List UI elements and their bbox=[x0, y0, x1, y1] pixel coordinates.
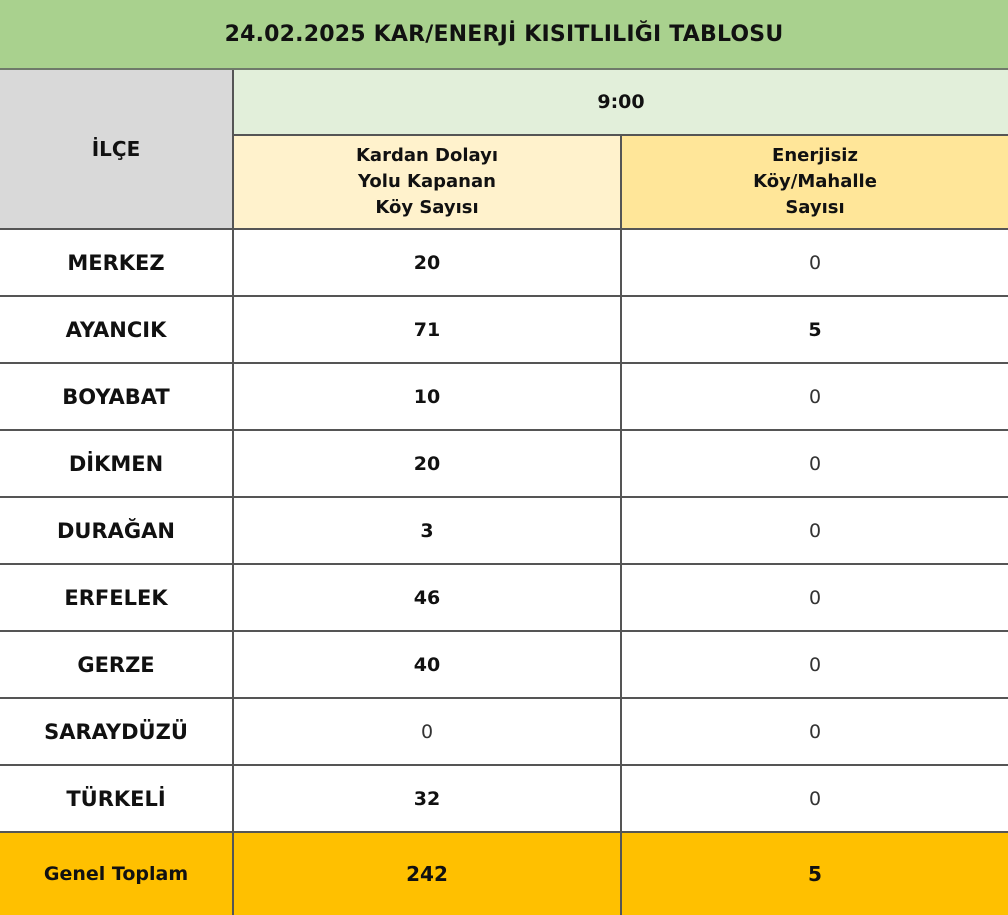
closed-roads-cell: 20 bbox=[234, 431, 622, 498]
district-header: İLÇE bbox=[0, 70, 234, 230]
closed-roads-cell: 40 bbox=[234, 632, 622, 699]
district-cell: SARAYDÜZÜ bbox=[0, 699, 234, 766]
closed-roads-cell: 0 bbox=[234, 699, 622, 766]
table-title: 24.02.2025 KAR/ENERJİ KISITLILIĞI TABLOSU bbox=[0, 0, 1008, 70]
no-power-cell: 0 bbox=[622, 699, 1008, 766]
closed-roads-header-line: Yolu Kapanan bbox=[358, 171, 496, 192]
total-closed-roads: 242 bbox=[234, 833, 622, 915]
district-cell: TÜRKELİ bbox=[0, 766, 234, 833]
no-power-header bbox=[622, 136, 1008, 230]
closed-roads-header-line: Köy Sayısı bbox=[375, 197, 479, 218]
time-header: 9:00 bbox=[234, 70, 1008, 136]
district-cell: ERFELEK bbox=[0, 565, 234, 632]
district-cell: MERKEZ bbox=[0, 230, 234, 297]
closed-roads-header-line: Kardan Dolayı bbox=[355, 145, 499, 166]
no-power-cell: 0 bbox=[622, 230, 1008, 297]
closed-roads-cell: 10 bbox=[234, 364, 622, 431]
district-cell: DURAĞAN bbox=[0, 498, 234, 565]
no-power-cell: 5 bbox=[622, 297, 1008, 364]
total-no-power: 5 bbox=[808, 862, 822, 886]
no-power-cell: 0 bbox=[622, 565, 1008, 632]
closed-roads-cell: 20 bbox=[234, 230, 622, 297]
closed-roads-cell: 32 bbox=[234, 766, 622, 833]
no-power-cell: 0 bbox=[622, 632, 1008, 699]
closed-roads-cell: 71 bbox=[234, 297, 622, 364]
no-power-cell: 0 bbox=[622, 766, 1008, 833]
closed-roads-header bbox=[234, 136, 622, 230]
closed-roads-cell: 3 bbox=[234, 498, 622, 565]
total-row bbox=[0, 833, 1008, 915]
closed-roads-cell: 46 bbox=[234, 565, 622, 632]
no-power-cell: 0 bbox=[622, 364, 1008, 431]
no-power-cell: 0 bbox=[622, 431, 1008, 498]
no-power-header-line: Sayısı bbox=[785, 197, 845, 218]
table-body bbox=[0, 230, 1008, 833]
district-cell: DİKMEN bbox=[0, 431, 234, 498]
district-cell: GERZE bbox=[0, 632, 234, 699]
district-cell: AYANCIK bbox=[0, 297, 234, 364]
no-power-header-line: Enerjisiz bbox=[772, 145, 858, 166]
no-power-header-line: Köy/Mahalle bbox=[753, 171, 877, 192]
no-power-cell: 0 bbox=[622, 498, 1008, 565]
total-label: Genel Toplam bbox=[0, 833, 234, 915]
table-header bbox=[0, 70, 1008, 230]
district-cell: BOYABAT bbox=[0, 364, 234, 431]
